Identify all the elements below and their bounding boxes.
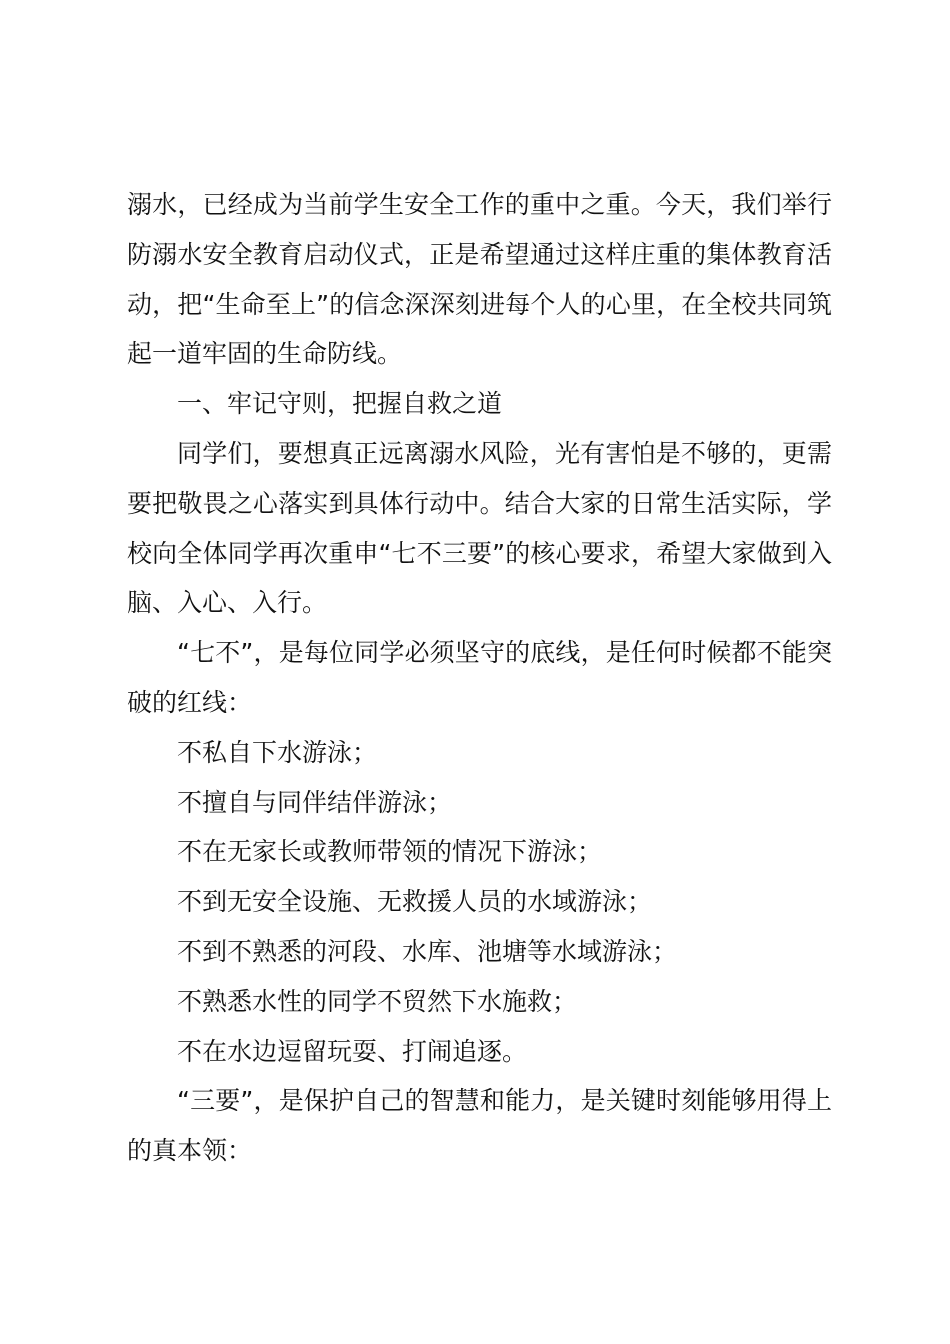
rule-item: 不在无家长或教师带领的情况下游泳；: [177, 837, 603, 867]
body-paragraph: “七不”，是每位同学必须坚守的底线，是任何时候都不能突破的红线：: [127, 638, 832, 717]
body-paragraph: “三要”，是保护自己的智慧和能力，是关键时刻能够用得上的真本领：: [127, 1086, 832, 1166]
body-paragraph: 同学们，要想真正远离溺水风险，光有害怕是不够的，更需要把敬畏之心落实到具体行动中。结合大家的日常生活实际，学校向全体同学再次重申“七不三要”的核心要求，希望大家做到入脑、入心、入行。: [127, 438, 832, 618]
section-heading: 一、牢记守则，把握自救之道: [177, 389, 503, 419]
rule-item: 不在水边逗留玩耍、打闹追逐。: [177, 1036, 528, 1066]
rule-item: 不熟悉水性的同学不贸然下水施救；: [177, 986, 578, 1016]
body-paragraph: 溺水，已经成为当前学生安全工作的重中之重。今天，我们举行防溺水安全教育启动仪式，正是希望通过这样庄重的集体教育活动，把“生命至上”的信念深深刻进每个人的心里，在全校共同筑起一道牢固的生命防线。: [127, 190, 832, 369]
rule-item: 不到无安全设施、无救援人员的水域游泳；: [177, 887, 653, 917]
rule-item: 不到不熟悉的河段、水库、池塘等水域游泳；: [177, 936, 678, 966]
document-body: [127, 180, 832, 1176]
rule-item: 不擅自与同伴结伴游泳；: [177, 787, 453, 817]
rule-item: 不私自下水游泳；: [177, 737, 378, 767]
